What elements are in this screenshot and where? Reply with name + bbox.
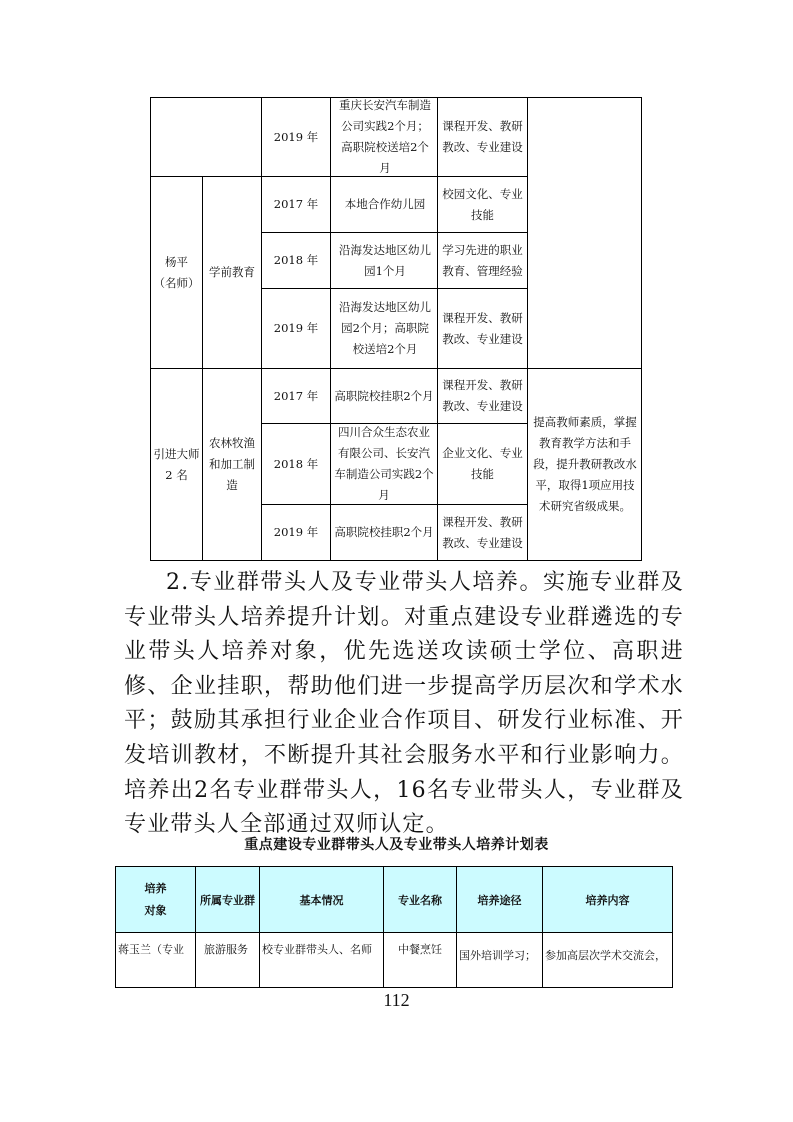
year-cell: 2019 年 (273, 321, 319, 335)
person-cell (151, 369, 202, 560)
body-paragraph (124, 566, 684, 843)
content-cell: 课程开发、教研教改、专业建设 (442, 310, 523, 346)
year-cell: 2019 年 (273, 129, 319, 144)
person-cell (151, 177, 202, 368)
base-cell: 重庆长安汽车制造公司实践2个月；高职院校送培2个月 (339, 98, 431, 175)
base-cell: 高职院校挂职2个月 (334, 388, 434, 403)
person-count: 2 名 (165, 467, 188, 482)
table-rule (527, 97, 528, 561)
year-cell: 2018 年 (273, 456, 319, 471)
base-cell: 高职院校挂职2个月 (334, 525, 434, 539)
year-cell: 2018 年 (273, 253, 319, 267)
page-number: 112 (383, 990, 410, 1010)
content-cell: 参加高层次学术交流会， (543, 933, 673, 988)
base-cell: 本地合作幼儿园 (344, 197, 426, 211)
content-cell: 校园文化、专业技能 (442, 186, 523, 222)
header-content: 培养内容 (543, 867, 673, 933)
path-cell: 国外培训学习； (457, 933, 543, 988)
table-header-row (116, 867, 673, 933)
specialty-cell: 农林牧渔和加工制造 (209, 436, 255, 492)
year-cell: 2017 年 (273, 388, 319, 403)
table-row (116, 933, 673, 988)
training-schedule-table (150, 97, 642, 561)
table-rule (437, 97, 438, 561)
group-cell: 旅游服务 (196, 933, 260, 988)
header-basic: 基本情况 (260, 867, 384, 933)
person-name: 引进大师 (153, 446, 200, 461)
content-cell: 学习先进的职业教育、管理经验 (442, 242, 523, 278)
header-target-line1: 培养 (144, 881, 167, 895)
header-group: 所属专业群 (196, 867, 260, 933)
year-cell: 2017 年 (273, 197, 319, 211)
person-title: （名师） (153, 275, 200, 290)
table-rule (330, 97, 331, 561)
table-caption: 重点建设专业群带头人及专业带头人培养计划表 (244, 837, 549, 853)
base-cell: 四川合众生态农业有限公司、长安汽车制造公司实践2个月 (334, 425, 434, 502)
table-rule (150, 560, 642, 561)
goal-cell: 提高教师素质，掌握教育教学方法和手段，提升教研教改水平，取得1项应用技术研究省级成果。 (533, 415, 637, 513)
basic-cell: 校专业群带头人、名师 (260, 933, 384, 988)
major-cell: 中餐烹饪 (384, 933, 457, 988)
content-cell: 课程开发、教研教改、专业建设 (442, 514, 523, 550)
year-cell: 2019 年 (273, 525, 319, 539)
content-cell: 课程开发、教研教改、专业建设 (442, 378, 523, 413)
header-path: 培养途径 (457, 867, 543, 933)
specialty-cell: 学前教育 (209, 265, 255, 279)
paragraph-text: 2.专业群带头人及专业带头人培养。实施专业群及专业带头人培养提升计划。对重点建设专业群遴选的专业带头人培养对象，优先选送攻读硕士学位、高职进修、企业挂职，帮助他们进一步提高学历层次和学术水平；鼓励其承担行业企业合作项目、研发行业标准、开发培训教材，不断提升其社会服务水平和行业影响力。培养出2名专业群带头人，16名专业带头人，专业群及专业带头人全部通过双师认定。 (124, 570, 684, 838)
header-target-line2: 对象 (144, 903, 167, 917)
leader-training-plan-table (115, 866, 672, 988)
header-major: 专业名称 (384, 867, 457, 933)
content-cell: 企业文化、专业技能 (442, 446, 523, 481)
person-name: 杨平 (165, 254, 188, 269)
content-cell: 课程开发、教研教改、专业建设 (442, 119, 523, 154)
table-rule (641, 97, 642, 561)
target-cell: 蒋玉兰（专业 (116, 933, 196, 988)
header-target (116, 867, 196, 933)
base-cell: 沿海发达地区幼儿园2个月；高职院校送培2个月 (339, 300, 431, 356)
base-cell: 沿海发达地区幼儿园1个月 (339, 242, 431, 278)
